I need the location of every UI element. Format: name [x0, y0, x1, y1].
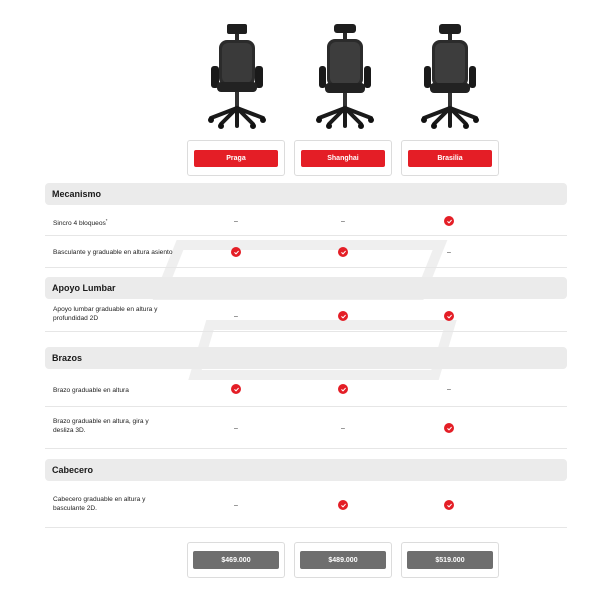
feature-value-brasilia — [443, 215, 455, 227]
feature-value-praga — [230, 215, 242, 227]
feature-row — [45, 482, 567, 528]
feature-row — [45, 206, 567, 236]
product-image-shanghai — [309, 22, 381, 130]
feature-label — [53, 495, 203, 513]
check-circle-icon — [444, 423, 454, 433]
check-circle-icon — [338, 247, 348, 257]
feature-value-shanghai — [337, 246, 349, 258]
not-available-dash: – — [447, 385, 451, 393]
feature-row — [45, 370, 567, 407]
not-available-dash: – — [341, 424, 345, 432]
feature-value-shanghai — [337, 215, 349, 227]
feature-value-shanghai — [337, 499, 349, 511]
feature-value-brasilia — [443, 422, 455, 434]
check-circle-icon — [444, 500, 454, 510]
check-circle-icon — [231, 247, 241, 257]
feature-value-praga — [230, 310, 242, 322]
price-card-shanghai — [294, 542, 392, 578]
product-button-shanghai[interactable]: Shanghai — [301, 150, 385, 167]
feature-row — [45, 236, 567, 268]
feature-label-text: Sincro 4 bloqueos — [53, 220, 106, 228]
feature-label-text: Basculante y graduable en altura asiento — [53, 249, 173, 256]
product-image-praga — [201, 22, 273, 130]
feature-value-brasilia — [443, 499, 455, 511]
product-card-praga — [187, 140, 285, 176]
price-card-brasilia — [401, 542, 499, 578]
feature-value-shanghai — [337, 310, 349, 322]
feature-value-praga — [230, 383, 242, 395]
not-available-dash: – — [341, 217, 345, 225]
feature-row — [45, 407, 567, 449]
section-header: Apoyo Lumbar — [45, 277, 567, 299]
feature-label — [53, 248, 203, 257]
check-circle-icon — [444, 216, 454, 226]
not-available-dash: – — [234, 501, 238, 509]
price-button-brasilia[interactable]: $519.000 — [407, 551, 493, 569]
feature-label — [53, 305, 203, 323]
product-button-praga[interactable]: Praga — [194, 150, 278, 167]
check-circle-icon — [231, 384, 241, 394]
feature-row — [45, 300, 567, 332]
feature-value-brasilia — [443, 383, 455, 395]
section-header: Mecanismo — [45, 183, 567, 205]
check-circle-icon — [338, 384, 348, 394]
feature-value-praga — [230, 246, 242, 258]
product-card-brasilia — [401, 140, 499, 176]
office-chair-icon — [414, 22, 486, 130]
not-available-dash: – — [234, 424, 238, 432]
feature-label-line: desliza 3D. — [53, 427, 86, 434]
product-button-brasilia[interactable]: Brasilia — [408, 150, 492, 167]
office-chair-icon — [309, 22, 381, 130]
feature-value-brasilia — [443, 246, 455, 258]
check-circle-icon — [444, 311, 454, 321]
product-card-shanghai — [294, 140, 392, 176]
price-button-shanghai[interactable]: $489.000 — [300, 551, 386, 569]
feature-label-line: Apoyo lumbar graduable en altura y — [53, 306, 158, 313]
section-header: Cabecero — [45, 459, 567, 481]
feature-value-praga — [230, 499, 242, 511]
check-circle-icon — [338, 311, 348, 321]
feature-label-line: profundidad 2D — [53, 315, 99, 322]
feature-label-line: basculante 2D. — [53, 505, 97, 512]
not-available-dash: – — [234, 217, 238, 225]
product-image-brasilia — [414, 22, 486, 130]
footnote-marker: * — [105, 218, 108, 223]
feature-label — [53, 417, 203, 435]
not-available-dash: – — [447, 248, 451, 256]
feature-label — [53, 216, 203, 228]
feature-value-shanghai — [337, 422, 349, 434]
feature-label — [53, 386, 203, 395]
feature-value-praga — [230, 422, 242, 434]
price-card-praga — [187, 542, 285, 578]
price-button-praga[interactable]: $469.000 — [193, 551, 279, 569]
feature-label-text: Brazo graduable en altura — [53, 387, 129, 394]
office-chair-icon — [201, 22, 273, 130]
feature-label-line: Cabecero graduable en altura y — [53, 496, 146, 503]
check-circle-icon — [338, 500, 348, 510]
not-available-dash: – — [234, 312, 238, 320]
section-header: Brazos — [45, 347, 567, 369]
feature-value-shanghai — [337, 383, 349, 395]
feature-value-brasilia — [443, 310, 455, 322]
feature-label-line: Brazo graduable en altura, gira y — [53, 418, 149, 425]
